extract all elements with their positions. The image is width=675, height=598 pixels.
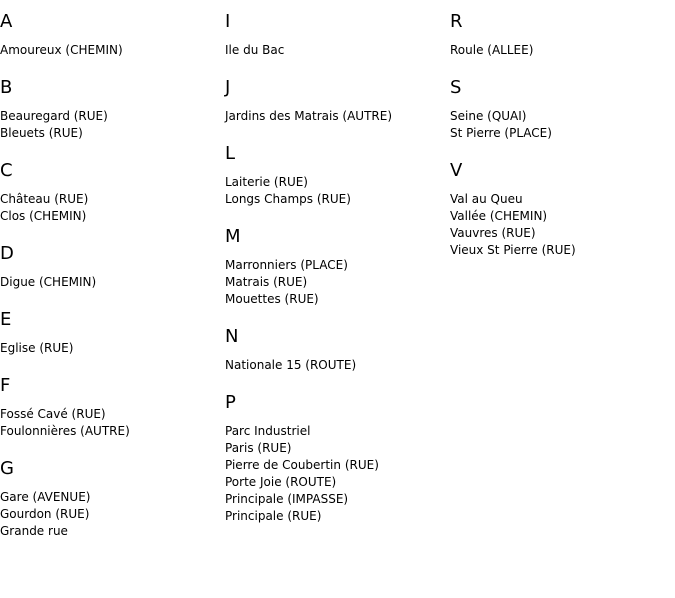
street-link[interactable]: Laiterie (RUE) xyxy=(225,175,308,189)
street-link[interactable]: Vauvres (RUE) xyxy=(450,226,536,240)
street-link[interactable]: Seine (QUAI) xyxy=(450,109,527,123)
letter-heading: C xyxy=(0,160,13,181)
letter-group xyxy=(225,391,445,525)
letter-group xyxy=(0,159,220,225)
street-link[interactable]: Château (RUE) xyxy=(0,192,89,206)
street-link[interactable]: Amoureux (CHEMIN) xyxy=(0,43,123,57)
letter-group xyxy=(0,242,220,291)
letter-heading: R xyxy=(450,11,463,32)
letter-group xyxy=(450,76,670,142)
street-link[interactable]: Mouettes (RUE) xyxy=(225,292,319,306)
letter-heading: I xyxy=(225,11,231,32)
letter-group xyxy=(225,325,445,374)
letter-heading: J xyxy=(225,77,231,98)
street-link[interactable]: Marronniers (PLACE) xyxy=(225,258,348,272)
street-link[interactable]: Fossé Cavé (RUE) xyxy=(0,407,106,421)
letter-heading: F xyxy=(0,375,11,396)
letter-group xyxy=(0,308,220,357)
letter-heading: S xyxy=(450,77,462,98)
street-link[interactable]: Parc Industriel xyxy=(225,424,311,438)
street-link[interactable]: Porte Joie (ROUTE) xyxy=(225,475,337,489)
street-link[interactable]: Beauregard (RUE) xyxy=(0,109,108,123)
street-link[interactable]: Nationale 15 (ROUTE) xyxy=(225,358,357,372)
street-link[interactable]: Paris (RUE) xyxy=(225,441,292,455)
street-link[interactable]: Gourdon (RUE) xyxy=(0,507,90,521)
street-link[interactable]: Roule (ALLEE) xyxy=(450,43,534,57)
street-link[interactable]: Matrais (RUE) xyxy=(225,275,308,289)
street-link[interactable]: Eglise (RUE) xyxy=(0,341,74,355)
letter-heading: M xyxy=(225,226,241,247)
letter-group xyxy=(225,10,445,59)
letter-group xyxy=(450,159,670,259)
street-link[interactable]: Jardins des Matrais (AUTRE) xyxy=(225,109,393,123)
letter-heading: A xyxy=(0,11,13,32)
street-link[interactable]: Grande rue xyxy=(0,524,68,538)
letter-group xyxy=(225,225,445,308)
index-column xyxy=(225,10,445,542)
letter-group xyxy=(0,76,220,142)
street-link[interactable]: Bleuets (RUE) xyxy=(0,126,83,140)
street-link[interactable]: Foulonnières (AUTRE) xyxy=(0,424,130,438)
index-column xyxy=(0,10,220,557)
letter-group xyxy=(225,76,445,125)
street-link[interactable]: Longs Champs (RUE) xyxy=(225,192,351,206)
street-link[interactable]: Digue (CHEMIN) xyxy=(0,275,97,289)
street-link[interactable]: Val au Queu xyxy=(450,192,523,206)
street-link[interactable]: Principale (IMPASSE) xyxy=(225,492,349,506)
letter-heading: G xyxy=(0,458,14,479)
letter-group xyxy=(0,374,220,440)
street-link[interactable]: Vallée (CHEMIN) xyxy=(450,209,548,223)
letter-group xyxy=(0,10,220,59)
letter-group xyxy=(225,142,445,208)
letter-heading: P xyxy=(225,392,236,413)
letter-heading: V xyxy=(450,160,463,181)
letter-heading: B xyxy=(0,77,13,98)
letter-heading: N xyxy=(225,326,239,347)
letter-heading: D xyxy=(0,243,14,264)
letter-group xyxy=(450,10,670,59)
street-link[interactable]: St Pierre (PLACE) xyxy=(450,126,552,140)
street-link[interactable]: Vieux St Pierre (RUE) xyxy=(450,243,576,257)
letter-heading: L xyxy=(225,143,236,164)
street-link[interactable]: Gare (AVENUE) xyxy=(0,490,91,504)
letter-heading: E xyxy=(0,309,12,330)
street-link[interactable]: Clos (CHEMIN) xyxy=(0,209,87,223)
street-link[interactable]: Pierre de Coubertin (RUE) xyxy=(225,458,379,472)
letter-group xyxy=(0,457,220,540)
street-link[interactable]: Ile du Bac xyxy=(225,43,285,57)
index-column xyxy=(450,10,670,276)
street-link[interactable]: Principale (RUE) xyxy=(225,509,322,523)
